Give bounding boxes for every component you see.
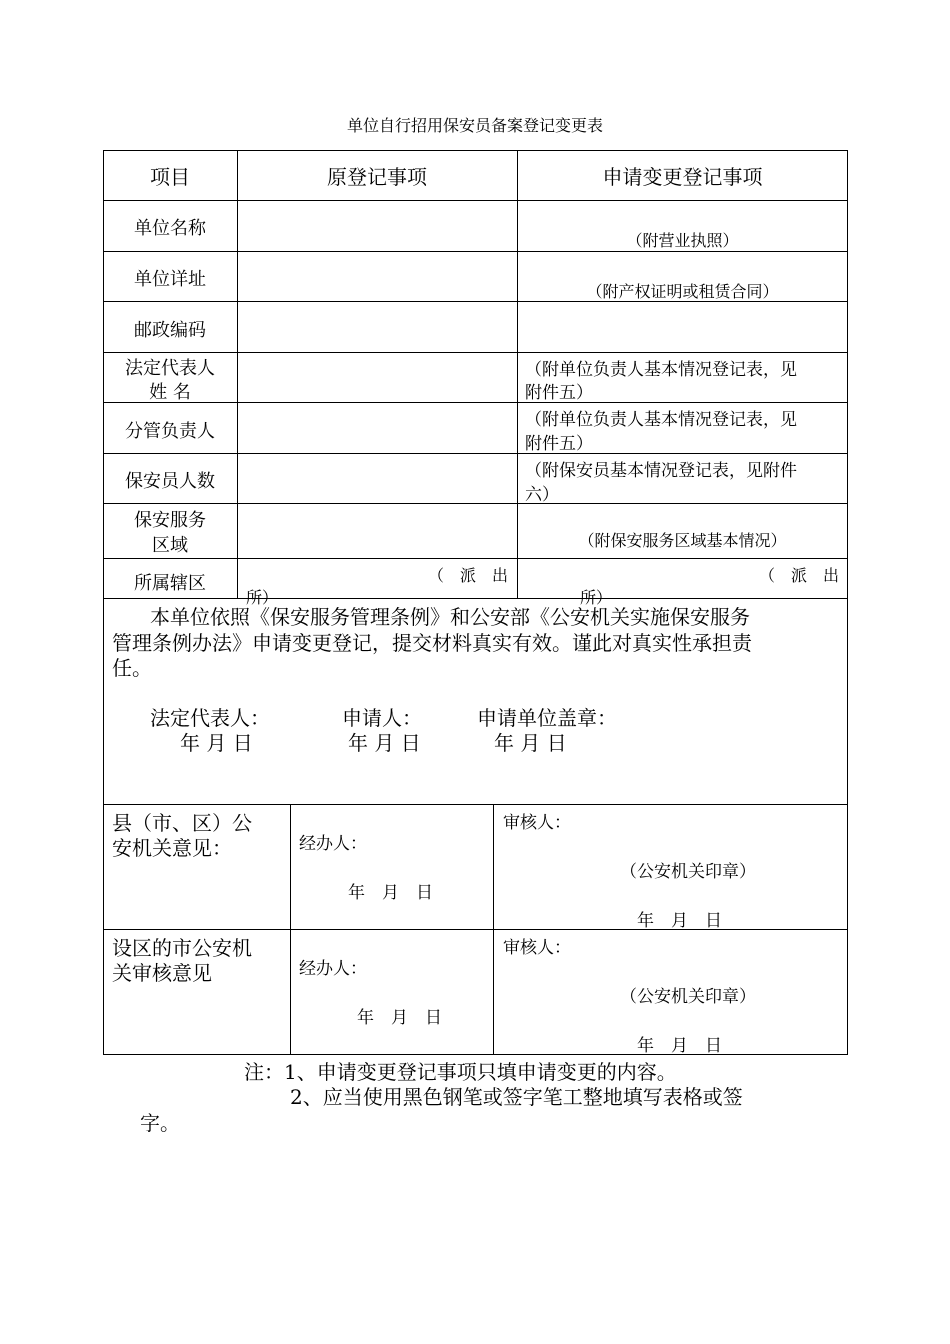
- change-note-service-area: （附保安服务区域基本情况）: [578, 531, 787, 550]
- original-jurisdiction-note-a: （ 派 出: [427, 566, 508, 585]
- row-label-unit-name: 单位名称: [134, 218, 206, 239]
- row-label-legal-rep-line2: 姓 名: [149, 382, 191, 403]
- sign-seal-label: 申请单位盖章：: [477, 706, 617, 730]
- opinion-county-handler: 经办人：: [299, 834, 367, 854]
- original-unit-name-field[interactable]: [238, 201, 516, 250]
- opinion-county-label-line2: 安机关意见：: [112, 836, 232, 860]
- sign-date-applicant: 年 月 日: [348, 731, 421, 755]
- change-note-legal-rep-line2: 附件五）: [525, 383, 593, 403]
- change-jurisdiction-note-b: 所）: [580, 588, 613, 607]
- original-jurisdiction-note-b: 所）: [246, 588, 279, 607]
- row-label-legal-rep-line1: 法定代表人: [125, 358, 215, 379]
- header-change: 申请变更登记事项: [602, 165, 763, 189]
- opinion-county-seal: （公安机关印章）: [620, 862, 756, 882]
- row-divider: [103, 503, 848, 504]
- change-note-guard-count-line1: （附保安员基本情况登记表，见附件: [525, 461, 797, 481]
- opinion-city-label-line1: 设区的市公安机: [112, 936, 252, 960]
- declaration-line1: 本单位依照《保安服务管理条例》和公安部《公安机关实施保安服务: [150, 605, 750, 629]
- opinion-county-reviewer: 审核人：: [503, 813, 571, 833]
- change-jurisdiction-note-a: （ 派 出: [758, 566, 839, 585]
- column-divider: [290, 804, 291, 1055]
- sign-legal-rep-label: 法定代表人：: [150, 706, 270, 730]
- original-postal-code-field[interactable]: [238, 302, 516, 351]
- row-label-jurisdiction: 所属辖区: [134, 573, 206, 594]
- change-note-legal-rep-line1: （附单位负责人基本情况登记表，见: [525, 360, 797, 380]
- note-line1: 注：1、申请变更登记事项只填申请变更的内容。: [244, 1060, 677, 1084]
- opinion-city-handler-date: 年 月 日: [357, 1008, 442, 1028]
- original-jurisdiction-cell: [238, 559, 516, 607]
- change-note-deputy-head-line2: 附件五）: [525, 434, 593, 454]
- header-original: 原登记事项: [327, 165, 427, 189]
- change-note-guard-count-line2: 六）: [525, 485, 559, 505]
- opinion-county-handler-date: 年 月 日: [348, 883, 433, 903]
- declaration-line3: 任。: [112, 656, 152, 680]
- change-note-deputy-head-line1: （附单位负责人基本情况登记表，见: [525, 410, 797, 430]
- header-item: 项目: [150, 165, 190, 189]
- change-postal-code-field[interactable]: [518, 302, 847, 351]
- row-divider: [103, 453, 848, 454]
- opinion-city-label-line2: 关审核意见: [112, 961, 212, 985]
- declaration-line2: 管理条例办法》申请变更登记，提交材料真实有效。谨此对真实性承担责: [112, 631, 752, 655]
- sign-date-seal: 年 月 日: [494, 731, 567, 755]
- sign-date-legal: 年 月 日: [180, 731, 253, 755]
- row-label-deputy-head: 分管负责人: [125, 421, 215, 442]
- original-unit-address-field[interactable]: [238, 252, 516, 300]
- row-label-service-area-line2: 区域: [152, 535, 188, 556]
- row-label-service-area-line1: 保安服务: [134, 510, 206, 531]
- row-divider: [103, 352, 848, 353]
- row-label-guard-count: 保安员人数: [125, 471, 215, 492]
- column-divider: [493, 804, 494, 1055]
- opinion-city-handler: 经办人：: [299, 959, 367, 979]
- change-jurisdiction-cell: [518, 559, 847, 607]
- note-line2: 2、应当使用黑色钢笔或签字笔工整地填写表格或签: [290, 1085, 743, 1109]
- opinion-county-label-line1: 县（市、区）公: [112, 811, 252, 835]
- row-divider: [103, 929, 848, 930]
- change-note-property-proof: （附产权证明或租赁合同）: [586, 282, 779, 301]
- opinion-city-reviewer: 审核人：: [503, 938, 571, 958]
- form-title: 单位自行招用保安员备案登记变更表: [346, 116, 603, 135]
- opinion-city-seal: （公安机关印章）: [620, 987, 756, 1007]
- change-note-business-license: （附营业执照）: [626, 231, 739, 250]
- opinion-county-seal-date: 年 月 日: [637, 911, 722, 931]
- opinion-city-seal-date: 年 月 日: [637, 1036, 722, 1056]
- note-line3: 字。: [140, 1111, 180, 1135]
- row-label-postal-code: 邮政编码: [134, 320, 206, 341]
- sign-applicant-label: 申请人：: [342, 706, 422, 730]
- row-label-unit-address: 单位详址: [134, 269, 206, 290]
- row-divider: [103, 598, 848, 599]
